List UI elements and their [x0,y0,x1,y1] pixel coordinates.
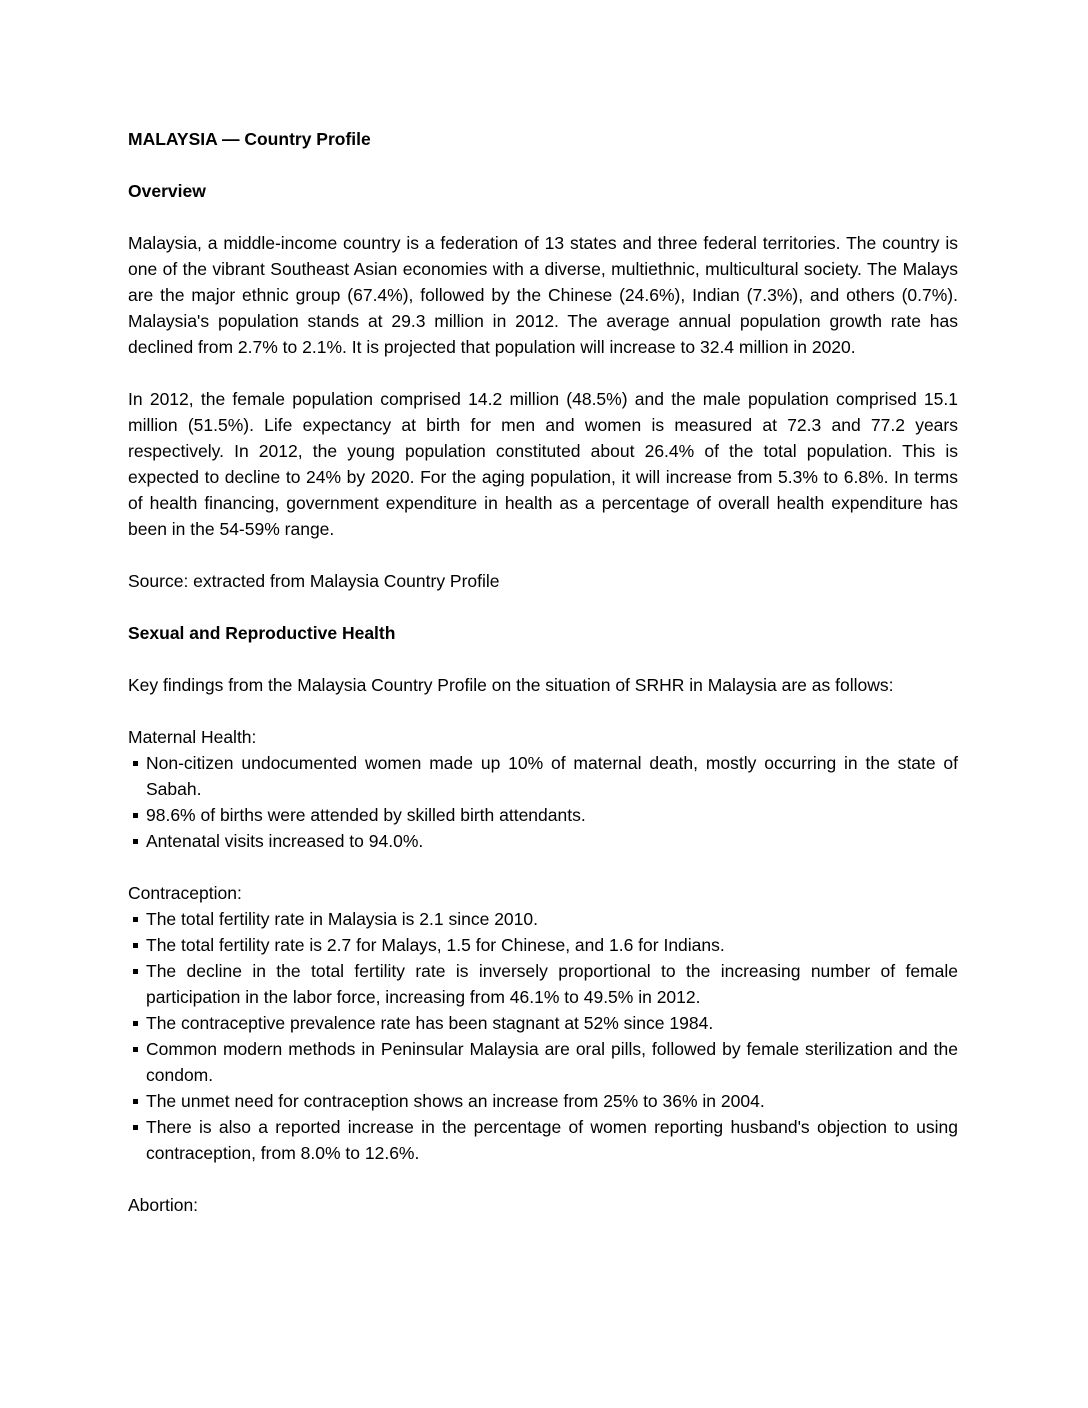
bullet-icon [133,761,138,766]
list-item-text: Common modern methods in Peninsular Malaysia are oral pills, followed by female sterilization and the condom. [146,1039,958,1085]
source-line: Source: extracted from Malaysia Country Profile [128,571,500,591]
list-item-text: The contraceptive prevalence rate has been stagnant at 52% since 1984. [146,1013,714,1033]
list-item [128,932,958,958]
contraception-list [128,906,958,1166]
list-item [128,1010,958,1036]
bullet-icon [133,1125,138,1130]
list-item [128,828,958,854]
bullet-icon [133,969,138,974]
list-item-text: The unmet need for contraception shows an increase from 25% to 36% in 2004. [146,1091,765,1111]
list-item [128,1114,958,1166]
list-item-text: Non-citizen undocumented women made up 10% of maternal death, mostly occurring in the state of Sabah. [146,753,958,799]
maternal-health-list [128,750,958,854]
bullet-icon [133,813,138,818]
key-findings-intro: Key findings from the Malaysia Country Profile on the situation of SRHR in Malaysia are as follows: [128,675,894,695]
list-item-text: The total fertility rate in Malaysia is 2.1 since 2010. [146,909,538,929]
bullet-icon [133,917,138,922]
overview-paragraph-2: In 2012, the female population comprised 14.2 million (48.5%) and the male population comprised 15.1 million (51.5%). Life expectancy at birth for men and women is measured at 72.3 and 77.2 years respectively. In 2012, the young population constituted about 26.4% of the total population. This is expected to decline to 24% by 2020. For the aging population, it will increase from 5.3% to 6.8%. In terms of health financing, government expenditure in health as a percentage of overall health expenditure has been in the 54-59% range. [128,389,958,539]
abortion-heading: Abortion: [128,1195,199,1215]
list-item [128,906,958,932]
overview-paragraph-1: Malaysia, a middle-income country is a federation of 13 states and three federal territories. The country is one of the vibrant Southeast Asian economies with a diverse, multiethnic, multicultural society. The Malays are the major ethnic group (67.4%), followed by the Chinese (24.6%), Indian (7.3%), and others (0.7%). Malaysia's population stands at 29.3 million in 2012. The average annual population growth rate has declined from 2.7% to 2.1%. It is projected that population will increase to 32.4 million in 2020. [128,233,958,357]
list-item [128,1088,958,1114]
bullet-icon [133,1021,138,1026]
srh-heading: Sexual and Reproductive Health [128,623,396,643]
maternal-health-heading: Maternal Health: [128,727,257,747]
contraception-heading: Contraception: [128,883,242,903]
list-item-text: The decline in the total fertility rate is inversely proportional to the increasing number of female participation in the labor force, increasing from 46.1% to 49.5% in 2012. [146,961,958,1007]
list-item [128,1036,958,1088]
list-item-text: 98.6% of births were attended by skilled birth attendants. [146,805,586,825]
bullet-icon [133,1099,138,1104]
list-item [128,958,958,1010]
bullet-icon [133,943,138,948]
list-item-text: Antenatal visits increased to 94.0%. [146,831,424,851]
bullet-icon [133,1047,138,1052]
document-title: MALAYSIA — Country Profile [128,129,371,149]
bullet-icon [133,839,138,844]
contraception-section [128,880,958,1166]
list-item [128,802,958,828]
list-item-text: There is also a reported increase in the percentage of women reporting husband's objection to using contraception, from 8.0% to 12.6%. [146,1117,958,1163]
overview-heading: Overview [128,181,206,201]
list-item [128,750,958,802]
maternal-health-section [128,724,958,854]
list-item-text: The total fertility rate is 2.7 for Malays, 1.5 for Chinese, and 1.6 for Indians. [146,935,725,955]
